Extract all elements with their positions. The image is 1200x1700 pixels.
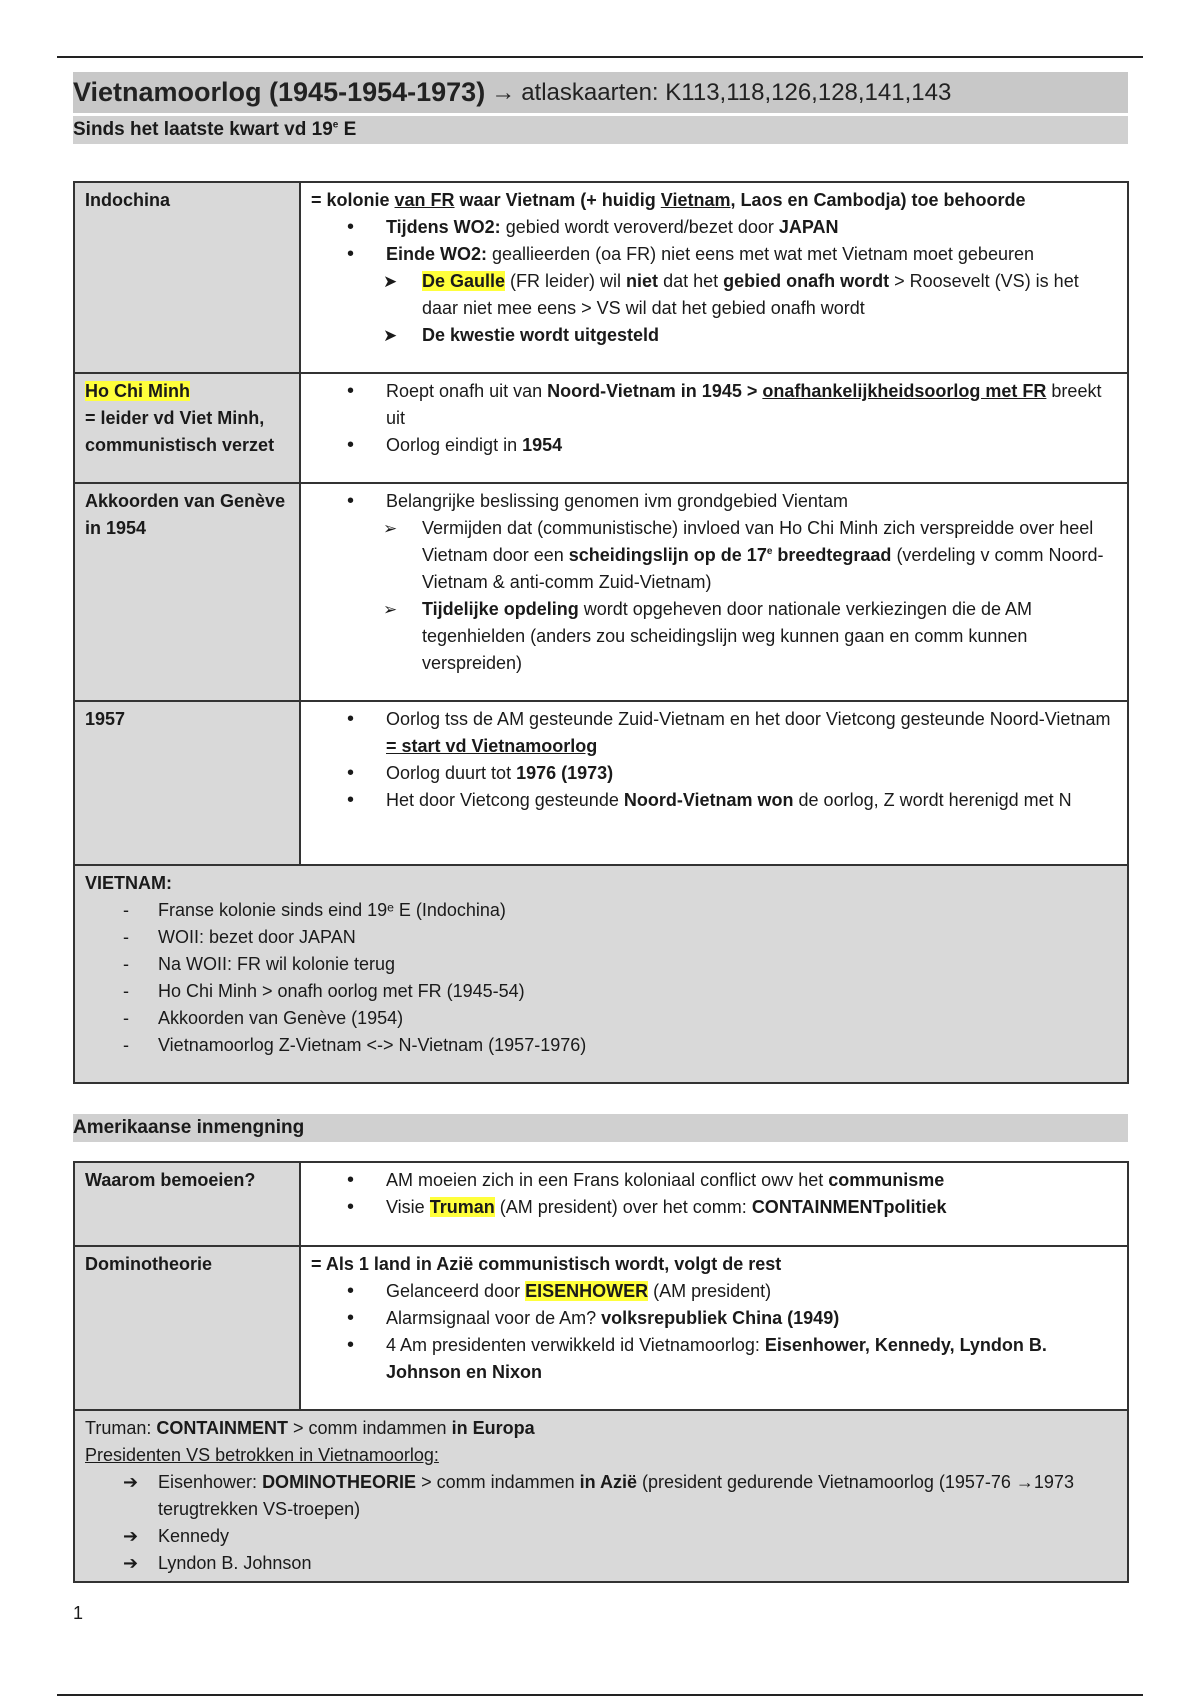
row-content-ho-chi-minh [300,373,1128,483]
list-item: ➤ De Gaulle (FR leider) wil niet dat het gebied onafh wordt > Roosevelt (VS) is het daar niet mee eens > VS wil dat het gebied onafh wordt [311,268,1119,322]
list-item: ➢ Tijdelijke opdeling wordt opgeheven door nationale verkiezingen die de AM tegenhielden (anders zou scheidingslijn weg kunnen gaan en comm kunnen verspreiden) [311,596,1119,677]
vietnam-summary [74,865,1128,1083]
list-item: ➔ Lyndon B. Johnson [85,1550,1119,1577]
list-item: • AM moeien zich in een Frans koloniaal conflict owv het communisme [311,1167,1119,1194]
page-number: 1 [73,1603,84,1623]
row-content-1957 [300,701,1128,865]
list-item: - Akkoorden van Genève (1954) [85,1005,1119,1032]
table-row [74,1246,1128,1410]
row-label-indochina: Indochina [74,182,300,373]
row-content-geneve [300,483,1128,701]
list-item: - Vietnamoorlog Z-Vietnam <-> N-Vietnam (1957-1976) [85,1032,1119,1059]
list-item: • Einde WO2: geallieerden (oa FR) niet eens met wat met Vietnam moet gebeuren [311,241,1119,268]
table-row [74,1410,1128,1582]
section-title: Amerikaanse inmengning [73,1114,1128,1142]
summary-line: Truman: CONTAINMENT > comm indammen in Europa [85,1418,535,1438]
page-subtitle: Sinds het laatste kwart vd 19e E [73,116,1128,144]
row-content-dominotheorie [300,1246,1128,1410]
row-label-dominotheorie: Dominotheorie [74,1246,300,1410]
table-row [74,373,1128,483]
table-row [74,1162,1128,1246]
summary-line: Presidenten VS betrokken in Vietnamoorlog: [85,1445,439,1465]
table-row [74,865,1128,1083]
definition: = Als 1 land in Azië communistisch wordt, volgt de rest [311,1254,782,1274]
list-item: • Het door Vietcong gesteunde Noord-Vietnam won de oorlog, Z wordt herenigd met N [311,787,1119,814]
list-item: • Tijdens WO2: gebied wordt veroverd/bezet door JAPAN [311,214,1119,241]
presidents-summary [74,1410,1128,1582]
list-item: - Franse kolonie sinds eind 19ᵉ E (Indochina) [85,897,1119,924]
american-involvement-table [73,1161,1129,1583]
list-item: • Oorlog eindigt in 1954 [311,432,1119,459]
page-title-bar [73,72,1128,113]
list-item: ➔ Kennedy [85,1523,1119,1550]
list-item: ➢ Vermijden dat (communistische) invloed van Ho Chi Minh zich verspreidde over heel Vietnam door een scheidingslijn op de 17e breedtegraad (verdeling v comm Noord-Vietnam & anti-comm Zuid-Vietnam) [311,515,1119,596]
list-item: • Belangrijke beslissing genomen ivm grondgebied Vientam [311,488,1119,515]
list-item: • 4 Am presidenten verwikkeld id Vietnamoorlog: Eisenhower, Kennedy, Lyndon B. Johnson en Nixon [311,1332,1119,1386]
list-item: • Alarmsignaal voor de Am? volksrepubliek China (1949) [311,1305,1119,1332]
row-label-1957: 1957 [74,701,300,865]
page-title: Vietnamoorlog (1945-1954-1973) [73,77,486,107]
list-item: - WOII: bezet door JAPAN [85,924,1119,951]
table-row [74,483,1128,701]
list-item: • Roept onafh uit van Noord-Vietnam in 1945 > onafhankelijkheidsoorlog met FR breekt uit [311,378,1119,432]
list-item: • Visie Truman (AM president) over het comm: CONTAINMENTpolitiek [311,1194,1119,1221]
list-item: - Ho Chi Minh > onafh oorlog met FR (1945-54) [85,978,1119,1005]
row-content-indochina [300,182,1128,373]
row-label-geneve: Akkoorden van Genève in 1954 [74,483,300,701]
vietnam-notes-table [73,181,1129,1084]
arrow-right-icon: → [491,79,516,106]
top-rule [57,56,1143,58]
definition: = kolonie van FR waar Vietnam (+ huidig Vietnam, Laos en Cambodja) toe behoorde [311,190,1026,210]
list-item: • Gelanceerd door EISENHOWER (AM president) [311,1278,1119,1305]
row-content-waarom [300,1162,1128,1246]
row-label-waarom: Waarom bemoeien? [74,1162,300,1246]
list-item: ➤ De kwestie wordt uitgesteld [311,322,1119,349]
bottom-rule [57,1694,1143,1696]
list-item: • Oorlog tss de AM gesteunde Zuid-Vietnam en het door Vietcong gesteunde Noord-Vietnam = start vd Vietnamoorlog [311,706,1119,760]
atlas-reference: atlaskaarten: K113,118,126,128,141,143 [521,79,952,106]
table-row [74,701,1128,865]
list-item: - Na WOII: FR wil kolonie terug [85,951,1119,978]
summary-title: VIETNAM: [85,873,172,893]
list-item: • Oorlog duurt tot 1976 (1973) [311,760,1119,787]
table-row [74,182,1128,373]
list-item: ➔ Eisenhower: DOMINOTHEORIE > comm indammen in Azië (president gedurende Vietnamoorlog (1957-76 →1973 terugtrekken VS-troepen) [85,1469,1119,1523]
row-label-ho-chi-minh: Ho Chi Minh = leider vd Viet Minh, communistisch verzet [74,373,300,483]
